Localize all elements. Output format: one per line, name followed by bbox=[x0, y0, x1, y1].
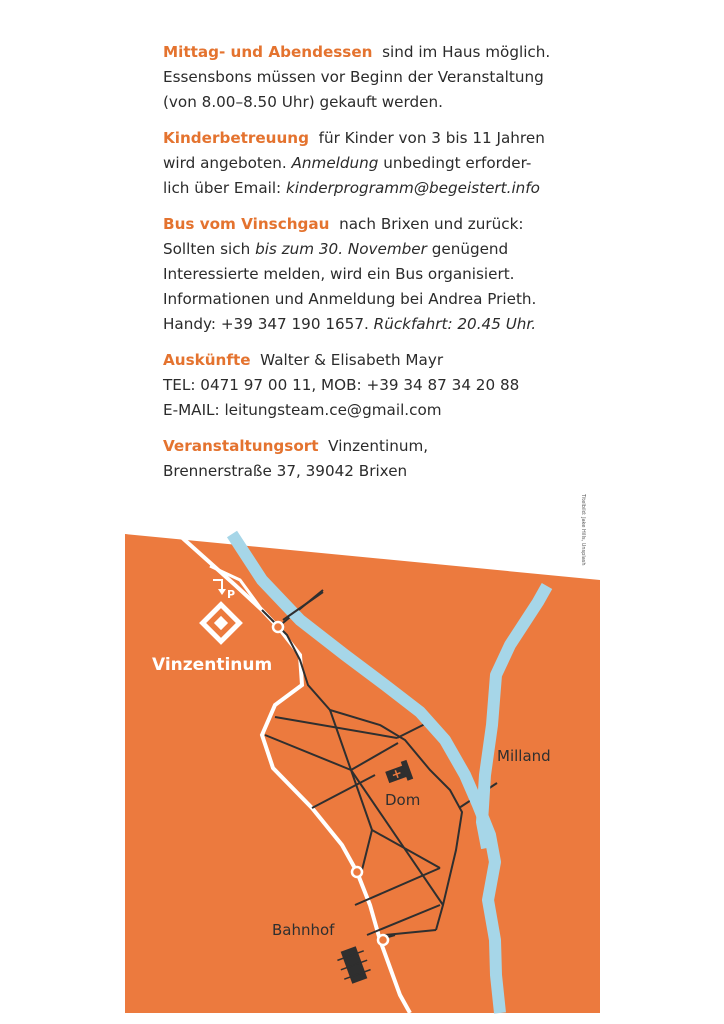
bus-line: Interessierte melden, wird ein Bus organisiert. bbox=[163, 265, 515, 283]
road-node bbox=[352, 867, 362, 877]
bus-text: genügend bbox=[431, 240, 509, 258]
childcare-text: wird angeboten. bbox=[163, 154, 287, 172]
road-node bbox=[273, 622, 283, 632]
meals-line: Essensbons müssen vor Beginn der Veranstaltung bbox=[163, 68, 544, 86]
meals-heading: Mittag- und Abendessen bbox=[163, 43, 373, 61]
photo-credit: Titelbild: Jake Hills, Unsplash bbox=[580, 494, 586, 566]
bus-phone: Handy: +39 347 190 1657. bbox=[163, 315, 369, 333]
childcare-text: lich über Email: bbox=[163, 179, 282, 197]
childcare-text: unbedingt erforder- bbox=[383, 154, 532, 172]
venue-heading: Veranstaltungsort bbox=[163, 437, 319, 455]
bus-text: nach Brixen und zurück: bbox=[339, 215, 524, 233]
dom-label: Dom bbox=[385, 791, 421, 809]
contact-email[interactable]: E-MAIL: leitungsteam.ce@gmail.com bbox=[163, 401, 442, 419]
bus-line: Informationen und Anmeldung bei Andrea Prieth. bbox=[163, 290, 537, 308]
meals-line: (von 8.00–8.50 Uhr) gekauft werden. bbox=[163, 93, 443, 111]
road-node bbox=[378, 935, 388, 945]
childcare-email-link[interactable]: kinderprogramm@begeistert.info bbox=[286, 179, 540, 197]
milland-label: Milland bbox=[497, 747, 551, 765]
meals-text: sind im Haus möglich. bbox=[382, 43, 551, 61]
bahnhof-label: Bahnhof bbox=[272, 921, 335, 939]
contact-names: Walter & Elisabeth Mayr bbox=[260, 351, 444, 369]
venue-name: Vinzentinum, bbox=[328, 437, 429, 455]
vinzentinum-label: Vinzentinum bbox=[152, 655, 273, 675]
parking-label: P bbox=[227, 588, 236, 601]
bus-deadline: bis zum 30. November bbox=[255, 240, 427, 258]
childcare-text: für Kinder von 3 bis 11 Jahren bbox=[318, 129, 545, 147]
childcare-heading: Kinderbetreuung bbox=[163, 129, 309, 147]
bus-heading: Bus vom Vinschgau bbox=[163, 215, 330, 233]
childcare-registration: Anmeldung bbox=[291, 154, 379, 172]
bus-text: Sollten sich bbox=[163, 240, 251, 258]
bus-return-time: Rückfahrt: 20.45 Uhr. bbox=[373, 315, 537, 333]
venue-address: Brennerstraße 37, 39042 Brixen bbox=[163, 462, 408, 480]
contact-phone: TEL: 0471 97 00 11, MOB: +39 34 87 34 20 88 bbox=[163, 376, 520, 394]
contact-heading: Auskünfte bbox=[163, 351, 251, 369]
